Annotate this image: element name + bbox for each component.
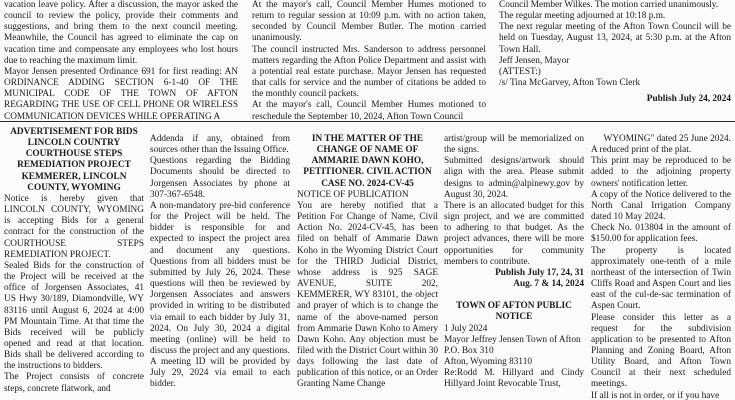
section-divider: [0, 121, 735, 122]
letter-line: Re:Rodd M. Hillyard and Cindy Hillyard Joint Revocable Trust,: [444, 368, 584, 390]
publish-dates: Publish July 17, 24, 31: [495, 267, 584, 278]
paragraph: If all is not in order, or if you have: [591, 390, 720, 400]
name-change-notice: [297, 134, 438, 400]
paragraph: A copy of the Notice delivered to the North Canal Irrigation Company dated 10 May 2024.: [591, 189, 731, 223]
paragraph: You are hereby notified that a Petition For Change of Name, Civil Action No. 2024-CV-45, has been filed on behalf of Ammarie Dawn Koho in the Wyoming District Court for the THIRD Judicial District, whose address is 925 SAGE AVENUE, SUITE 202, KEMMERER, WY 83101, the object and prayer of which is to change the name of the above-named person from Ammarie Dawn Koho to Amery Dawn Koho. Any objection must be filed with the District Court within 30 days following the last date of publication of this notice, or an Order Granting Name Change: [297, 200, 438, 390]
plat-notice: [591, 134, 731, 400]
paragraph: There is an allocated budget for this sign project, and we are committed to adhering to that budget. As the project advances, there will be more opportunities for community members to contribute.: [444, 200, 584, 267]
paragraph: WYOMING" dated 25 June 2024.: [603, 134, 731, 144]
paragraph: A reduced print of the plat.: [591, 145, 692, 156]
top-article-col3: [499, 0, 731, 120]
bids-heading: ADVERTISEMENT FOR BIDS LINCOLN COUNTRY COURTHOUSE STEPS REMEDIATION PROJECT KEMMERER, LINCOLN COUNTY, WYOMING: [10, 127, 138, 193]
paragraph: Check No. 013804 in the amount of $150.00 for application fees.: [591, 223, 731, 245]
paragraph: The regular meeting adjourned at 10:18 p.m.: [499, 11, 666, 22]
paragraph: vacation leave policy. After a discussion, the mayor asked the council to review the policy, provide their comments and suggestions, and bring them to the next council meeting. Meanwhile, the Council has agreed to eliminate the cap on vacation time and compensate any employees who lost hours due to reaching the maximum limit.: [4, 0, 238, 66]
notice-subheading: NOTICE OF PUBLICATION: [297, 189, 409, 200]
top-article-col2: [252, 0, 486, 120]
paragraph: This print may be reproduced to be added to the adjoining property owners' notification letter.: [591, 156, 731, 189]
top-article-col1: [4, 0, 238, 120]
attest-line: (ATTEST:): [499, 66, 541, 77]
paragraph: Questions regarding the Bidding Documents should be directed to Jorgensen Associates by phone at 307-367-6548.: [150, 156, 290, 200]
paragraph: The council instructed Mrs. Sanderson to address personnel matters regarding the Afton Police Department and assist with a potential real estate purchase. Mayor Jensen has requested that calls for service and the number of citations be added to the monthly council packets.: [252, 44, 486, 100]
publish-dates: Aug. 7 & 14, 2024: [513, 279, 584, 290]
paragraph: The next regular meeting of the Afton Town Council will be held on Tuesday, August 13, 2024, at 5:30 p.m. at the Afton Town Hall.: [499, 22, 731, 55]
bids-notice-col1: [4, 127, 144, 400]
letter-line: Afton, Wyoming 83110: [444, 356, 533, 367]
paragraph: Submitted designs/artwork should align with the area. Please submit designs to admin@alpinewy.gov by August 30, 2024.: [444, 156, 584, 200]
clerk-line: /s/ Tina McGarvey, Afton Town Clerk: [499, 78, 641, 89]
afton-notice-heading: TOWN OF AFTON PUBLIC NOTICE: [456, 301, 572, 323]
publish-date: Publish July 24, 2024: [646, 94, 731, 105]
paragraph: artist/group will be memorialized on the signs.: [444, 134, 584, 156]
signature-line: Jeff Jensen, Mayor: [499, 55, 570, 66]
paragraph: The property is located approximately one-tenth of a mile northeast of the intersection of Twin Cliffs Road and Aspen Court and lies east of the cul-de-sac termination of Aspen Court.: [591, 245, 731, 312]
letter-line: P.O. Box 310: [444, 345, 494, 356]
paragraph: Council Member Wilkes. The motion carried unanimously.: [499, 0, 719, 10]
paragraph: At the mayor's call, Council Member Humes motioned to reschedule the September 10, 2024, Afton Town Council: [252, 100, 486, 120]
paragraph: A non-mandatory pre-bid conference for the Project will be held. The bidder is responsible for and expected to inspect the project area and document any questions. Questions from all bidders must be submitted by July 26, 2024. These questions will then be reviewed by Jorgensen Associates and answers provided in writing to be distributed via email to each bidder by July 31, 2024. On July 30, 2024 a digital meeting (online) will be held to discuss the project and any questions. A meeting ID will be provided by July 29, 2024 via email to each bidder.: [150, 200, 290, 390]
paragraph: The Project consists of concrete steps, concrete flatwork, and: [4, 372, 144, 394]
letter-line: 1 July 2024: [444, 323, 488, 334]
paragraph: Addenda if any, obtained from sources other than the Issuing Office.: [150, 134, 290, 156]
bids-notice-col2: [150, 134, 290, 400]
paragraph: Notice is hereby given that LINCOLN COUNTY, WYOMING is accepting Bids for a general contract for the construction of the COURTHOUSE STEPS REMEDIATION PROJECT.: [4, 193, 144, 260]
art-and-afton-notices: [444, 134, 584, 400]
letter-line: Mayor Jeffrey Jensen Town of Afton: [444, 334, 581, 345]
paragraph: Sealed Bids for the construction of the Project will be received at the office of Jorgensen Associates, 41 US Hwy 30/189, Diamondville, WY 83116 until August 6, 2024 at 4:00 PM Mountain Time. At that time the Bids received will be publicly opened and read at that location. Bids shall be delivered according to the instructions to bidders.: [4, 260, 144, 372]
name-change-heading: IN THE MATTER OF THE CHANGE OF NAME OF AMMARIE DAWN KOHO, PETITIONER. CIVIL ACTION CASE NO. 2024-CV-45: [303, 134, 432, 189]
paragraph: Mayor Jensen presented Ordinance 691 for first reading: AN ORDINANCE ADDING SECTION 6-1-40 OF THE MUNICIPAL CODE OF THE TOWN OF AFTON REGARDING THE USE OF CELL PHONE OR WIRELESS COMMUNICATION DEVICES WHILE OPERATING A: [4, 66, 238, 120]
paragraph: At the mayor's call, Council Member Humes motioned to return to regular session at 10:09 p.m. with no action taken, seconded by Council Member Butler. The motion carried unanimously.: [252, 0, 486, 44]
paragraph: Please consider this letter as a request for the subdivision application to be presented to Afton Planning and Zoning Board, Afton Utility Board, and Afton Town Council at their next scheduled meetings.: [591, 312, 731, 390]
